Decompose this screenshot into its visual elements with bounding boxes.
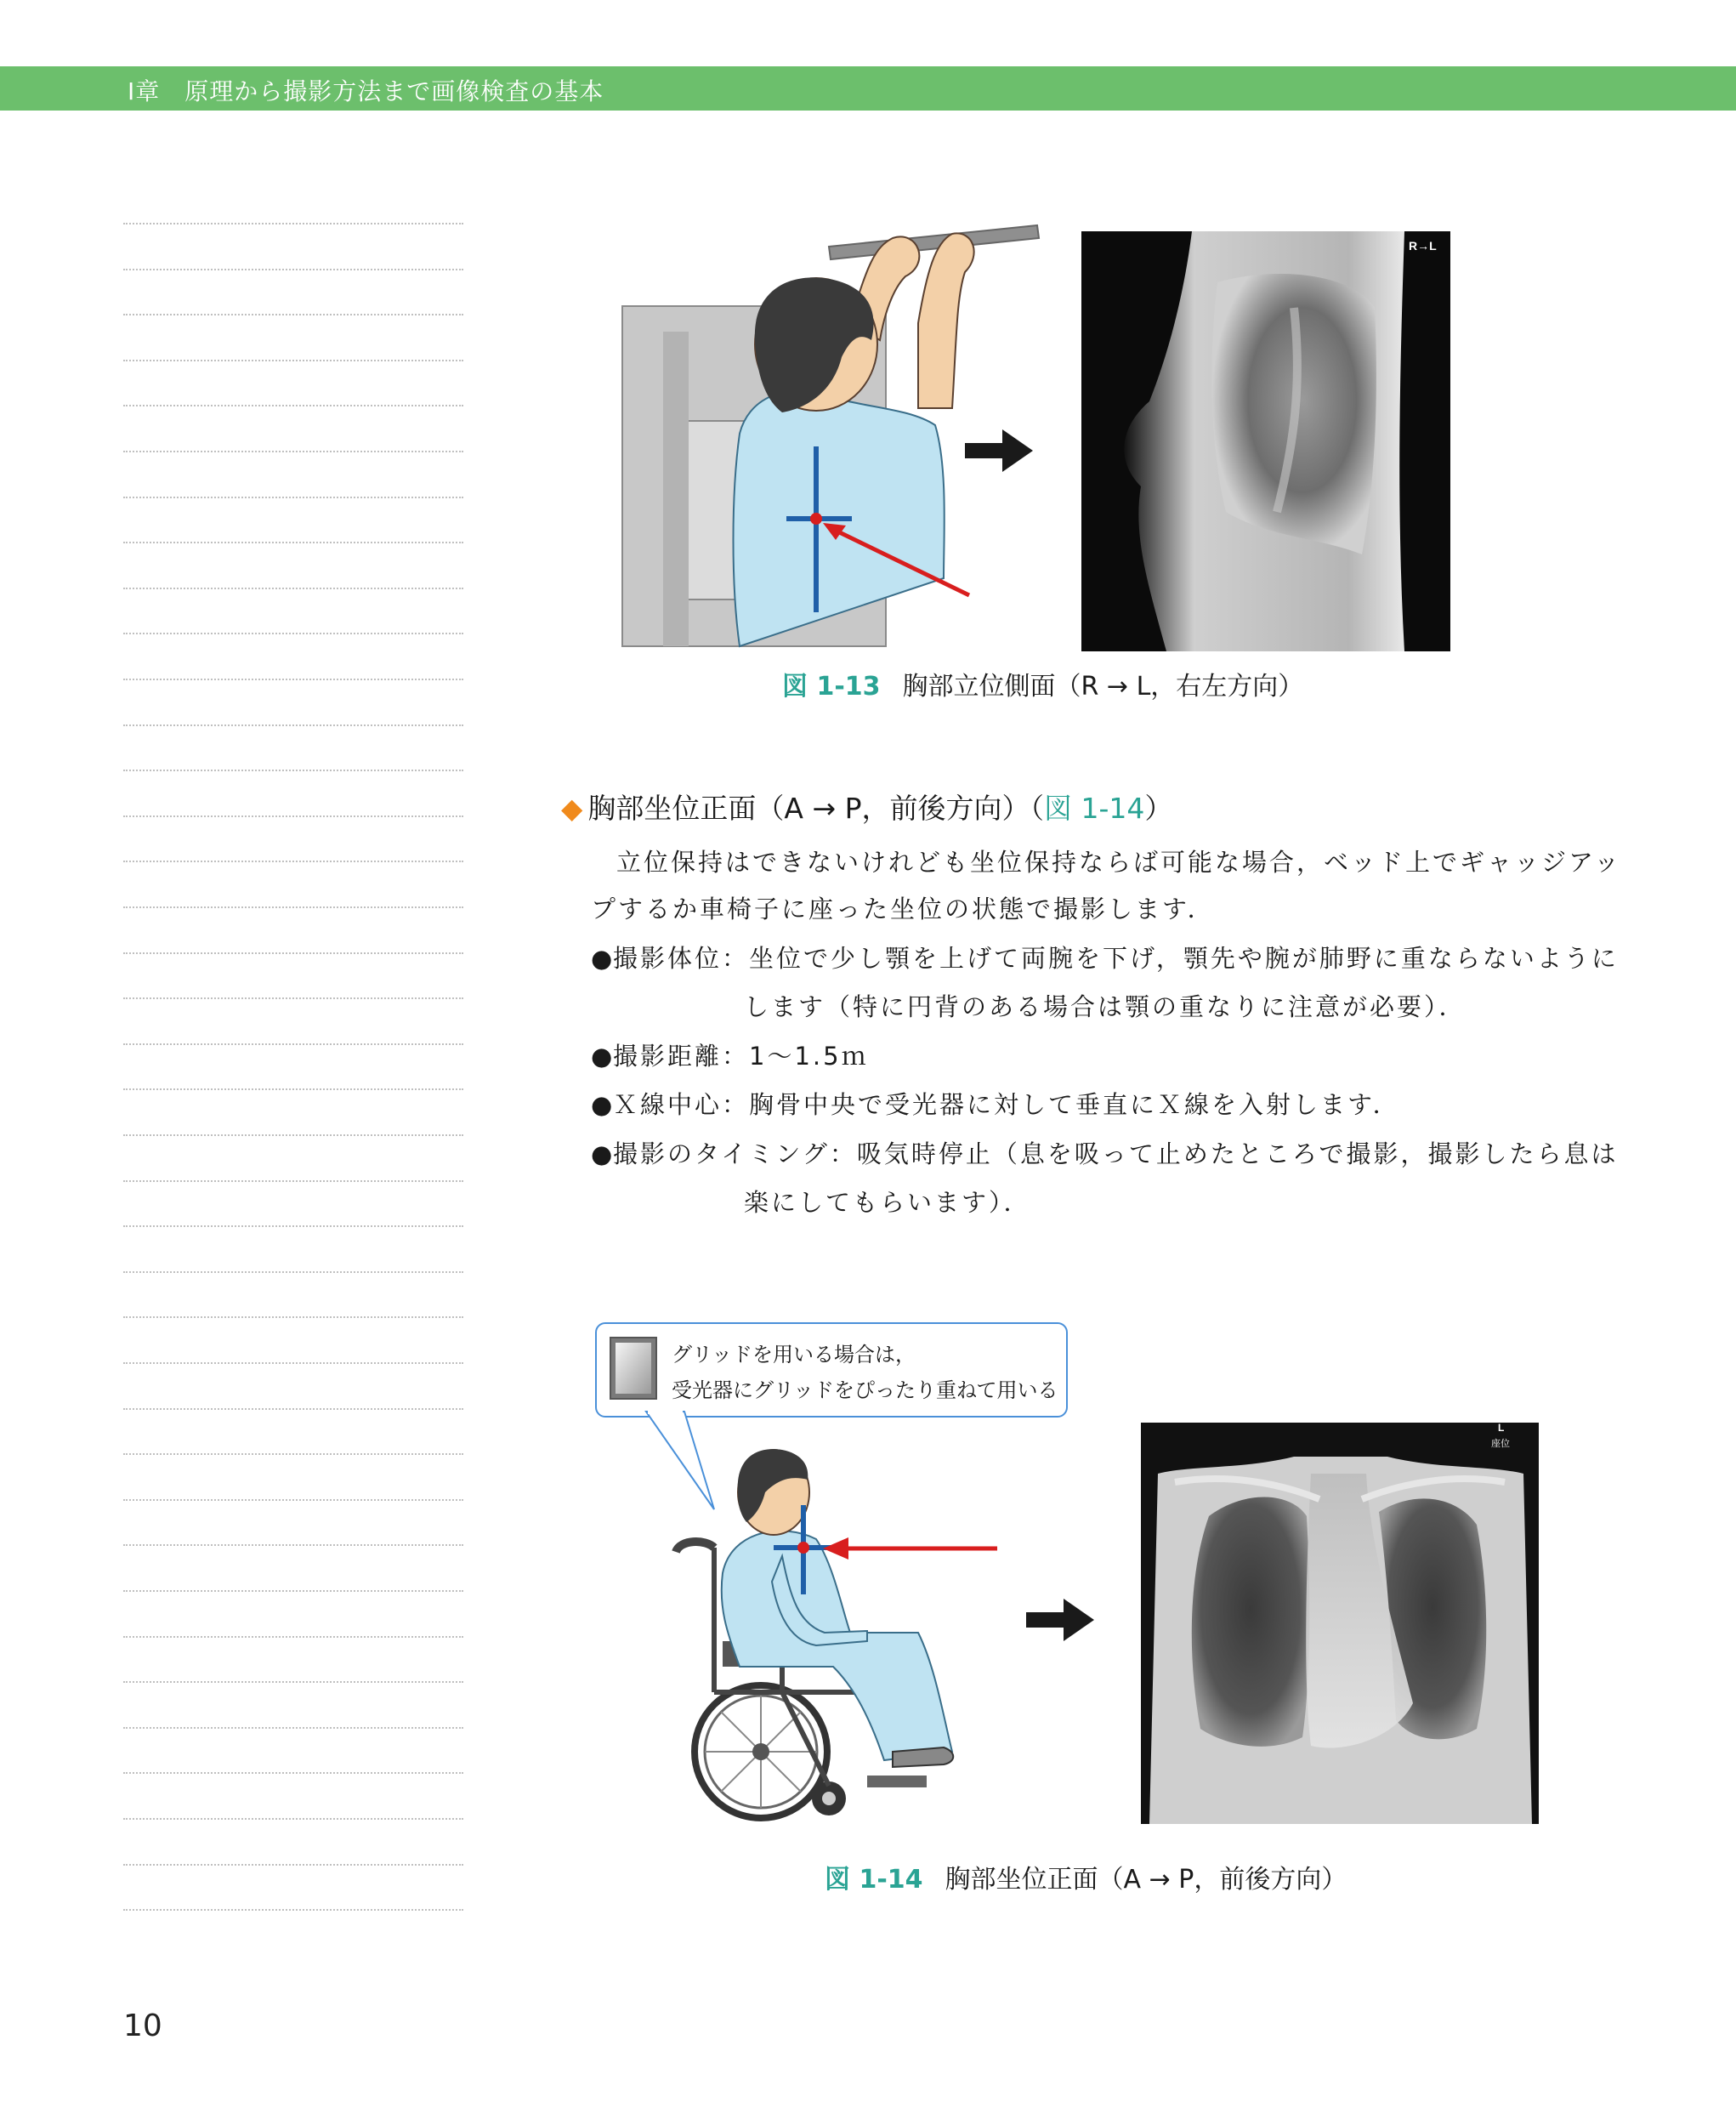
bullet-text: Ｘ線中心：胸骨中央で受光器に対して垂直にＸ線を入射します． — [613, 1090, 1400, 1119]
center-point — [797, 1542, 809, 1554]
figure-14-caption — [825, 1858, 1347, 1895]
note-line — [123, 269, 463, 270]
figure-14-xray — [1141, 1423, 1539, 1824]
bullet-dot-icon: ● — [591, 1042, 616, 1071]
note-line — [123, 679, 463, 680]
note-line — [123, 1590, 463, 1592]
note-line — [123, 906, 463, 908]
chapter-title: Ⅰ章 原理から撮影方法まで画像検査の基本 — [128, 77, 604, 105]
note-line — [123, 1043, 463, 1045]
note-line — [123, 997, 463, 999]
bullet-item-position-continued: します（特に円背のある場合は顎の重なりに注意が必要）． — [744, 992, 1467, 1021]
figure-14-illustration — [663, 1412, 1029, 1820]
section-title-prefix: 胸部坐位正面（A → P，前後方向）（ — [587, 792, 1044, 825]
figure-13-caption — [782, 665, 1303, 702]
note-line — [123, 1088, 463, 1090]
note-line — [123, 815, 463, 817]
center-point — [810, 513, 822, 525]
bullet-dot-icon: ● — [591, 1139, 616, 1168]
bullet-item-position — [591, 940, 1619, 974]
page-number: 10 — [123, 2009, 162, 2043]
bullet-text: 撮影体位：坐位で少し顎を上げて両腕を下げ，顎先や腕が肺野に重ならないように — [613, 944, 1619, 973]
note-line — [123, 1499, 463, 1501]
note-line — [123, 497, 463, 498]
xray-marker-rl: R→L — [1409, 239, 1437, 253]
callout-line-1: グリッドを用いる場合は， — [672, 1343, 916, 1366]
note-line — [123, 1134, 463, 1136]
note-line — [123, 1225, 463, 1227]
figure-14-caption-text: 胸部坐位正面（A → P，前後方向） — [945, 1865, 1347, 1895]
note-line — [123, 405, 463, 406]
note-line — [123, 1636, 463, 1638]
note-line — [123, 1316, 463, 1318]
note-line — [123, 542, 463, 543]
figure-14-arrow-icon — [1026, 1599, 1094, 1641]
grid-plate-icon — [609, 1336, 658, 1401]
xray-direction-arrow — [823, 1536, 997, 1561]
note-line — [123, 314, 463, 315]
grid-callout — [595, 1322, 1068, 1418]
note-line — [123, 1362, 463, 1364]
callout-line-2: 受光器にグリッドをぴったり重ねて用いる — [672, 1378, 1058, 1402]
bullet-dot-icon: ● — [591, 944, 616, 973]
section-title-suffix: ） — [1144, 792, 1173, 825]
note-line — [123, 451, 463, 452]
xray-marker-position: 座位 — [1491, 1438, 1510, 1449]
note-line — [123, 1727, 463, 1729]
figure-14-number: 図 1-14 — [825, 1865, 923, 1895]
note-line — [123, 1408, 463, 1410]
intro-line-1: 立位保持はできないけれども坐位保持ならば可能な場合，ベッド上でギャッジアッ — [616, 848, 1621, 877]
note-line — [123, 1818, 463, 1820]
note-line — [123, 633, 463, 634]
bullet-item-timing-continued: 楽にしてもらいます）． — [744, 1188, 1031, 1217]
note-line — [123, 1544, 463, 1546]
bullet-item-distance — [591, 1037, 869, 1072]
note-line — [123, 1681, 463, 1683]
bullet-item-timing — [591, 1135, 1619, 1170]
note-line — [123, 223, 463, 224]
bullet-text: 撮影のタイミング：吸気時停止（息を吸って止めたところで撮影，撮影したら息は — [613, 1139, 1619, 1168]
note-line — [123, 1271, 463, 1273]
note-line — [123, 952, 463, 954]
note-line — [123, 588, 463, 589]
right-lung-field — [1192, 1497, 1310, 1747]
figure-13-number: 図 1-13 — [782, 672, 881, 702]
bullet-item-xray-center — [591, 1086, 1400, 1121]
note-line — [123, 770, 463, 771]
figure-13-xray — [1081, 231, 1450, 651]
intro-line-2: プするか車椅子に座った坐位の状態で撮影します． — [591, 895, 1215, 923]
note-line — [123, 1909, 463, 1911]
grab-bar — [829, 225, 1039, 259]
note-line — [123, 360, 463, 361]
section-figure-link[interactable]: 図 1-14 — [1044, 792, 1145, 825]
bullet-text: 撮影距離：1〜1.5ｍ — [613, 1042, 869, 1071]
note-line — [123, 1453, 463, 1455]
note-line — [123, 1864, 463, 1866]
diamond-bullet-icon: ◆ — [561, 792, 583, 825]
note-line — [123, 724, 463, 726]
figure-13-arrow-icon — [965, 429, 1033, 472]
figure-13-caption-text: 胸部立位側面（R → L，右左方向） — [902, 672, 1304, 702]
xray-marker-l: L — [1498, 1422, 1505, 1434]
note-line — [123, 1180, 463, 1182]
note-line — [123, 861, 463, 862]
section-heading — [561, 787, 1172, 827]
bullet-dot-icon: ● — [591, 1090, 616, 1119]
patient-gown — [722, 1531, 952, 1760]
note-line — [123, 1772, 463, 1774]
